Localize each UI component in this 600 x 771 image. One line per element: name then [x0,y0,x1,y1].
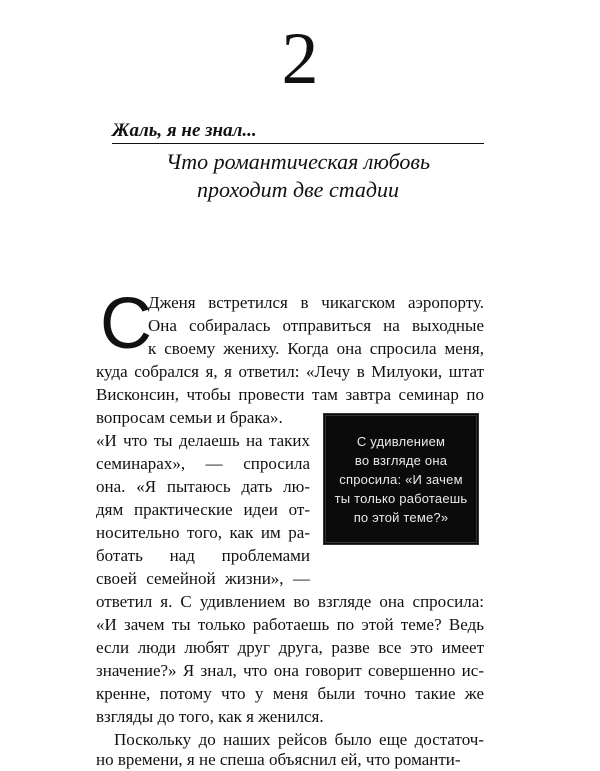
body-line-1: Дженя встретился в чикагском аэропорту. [148,293,484,312]
body-line-3: к своему жениху. Когда она спросила меня, [148,339,484,358]
body-line-18: кренне, потому что у меня были точно такие же [96,684,484,703]
body-line-6: вопросам семьи и брака». [96,408,283,427]
body-line-8: семинарах», — спросила [96,454,310,473]
chapter-subtitle-line-2: проходит две стадии [197,177,399,202]
body-line-16: если люди любят друг друга, разве все это имеет [96,638,484,657]
body-line-21: но времени, я не спеша объяснил ей, что романти- [96,750,461,769]
section-label: Жаль, я не знал... [112,120,257,141]
body-line-14: ответил я. С удивлением во взгляде она спросила: [96,592,484,611]
body-line-15: «И зачем ты только работаешь по этой теме? Ведь [96,615,484,634]
title-rule [112,143,484,144]
pull-quote-box [323,413,479,545]
pull-quote-line-1: С удивлением [356,434,446,449]
body-line-7: «И что ты делаешь на таких [96,431,310,450]
body-line-13: своей семейной жизни», — [96,569,310,588]
chapter-subtitle-line-1: Что романтическая любовь [166,149,430,174]
body-line-11: носительно того, как им ра- [96,523,310,542]
body-line-17: значение?» Я знал, что она говорит совершенно ис- [96,661,484,680]
pull-quote-line-2: во взгляде она [354,453,448,468]
chapter-number: 2 [281,18,319,100]
body-line-4: куда собрался я, я ответил: «Лечу в Милуоки, штат [96,362,484,381]
body-line-10: дям практические идеи от- [96,500,310,519]
body-line-19: взгляды до того, как я женился. [96,707,324,726]
pull-quote-line-3: спросила: «И зачем [339,472,463,487]
body-line-9: она. «Я пытаюсь дать лю- [96,477,310,496]
drop-cap: С [100,284,152,364]
pull-quote-line-4: ты только работаешь [334,491,468,506]
body-line-20: Поскольку до наших рейсов было еще достаточ- [114,730,484,749]
body-line-12: ботать над проблемами [96,546,310,565]
body-line-5: Висконсин, чтобы провести там завтра семинар по [96,385,484,404]
pull-quote-line-5: по этой теме?» [353,510,449,525]
body-line-2: Она собиралась отправиться на выходные [148,316,484,335]
